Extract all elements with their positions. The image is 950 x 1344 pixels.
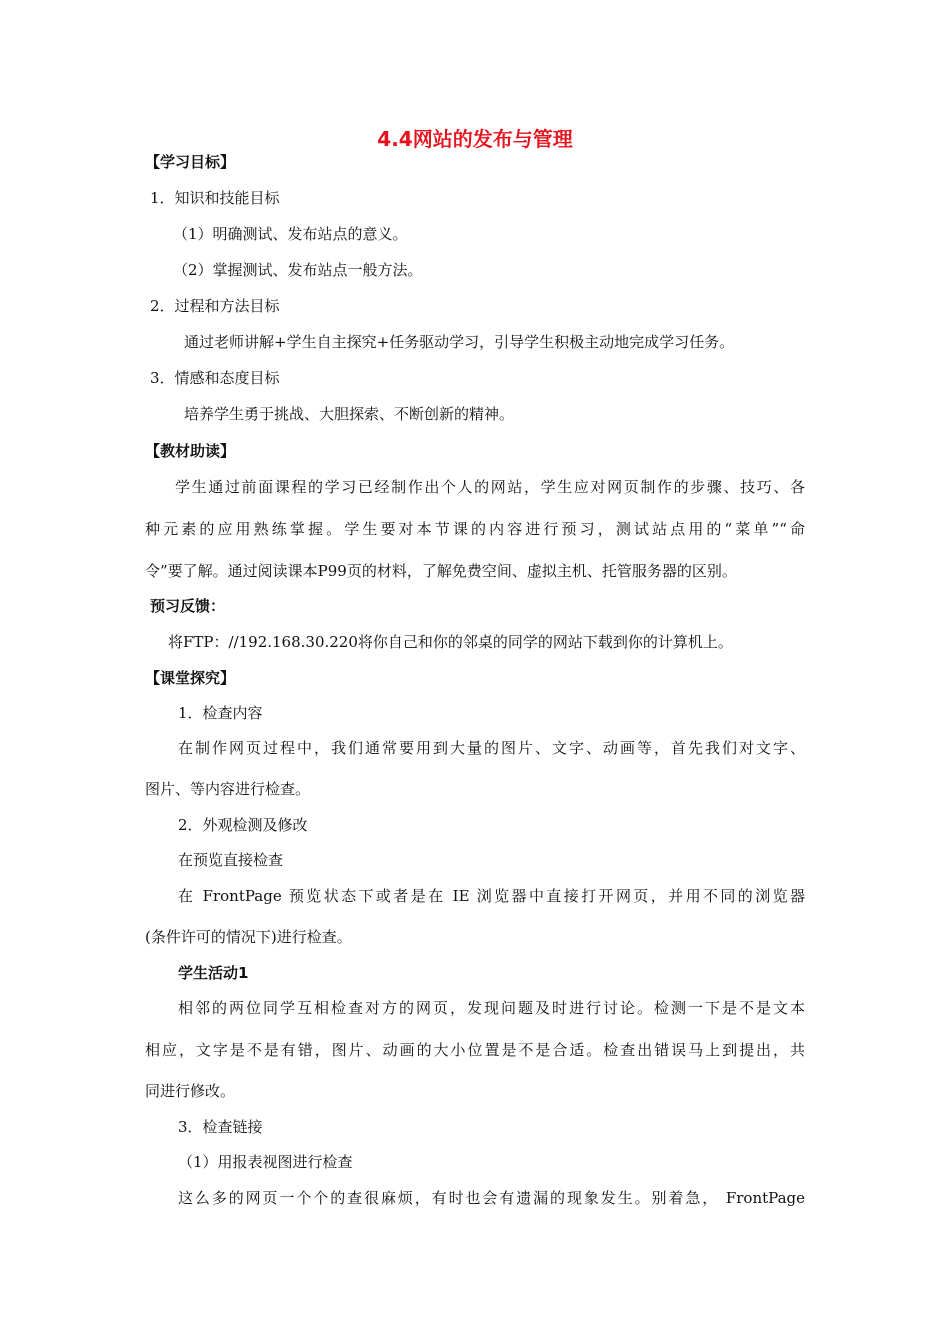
objective-1-item-a: （1）明确测试、发布站点的意义。	[173, 225, 408, 243]
student-activity-line-2: 相应，文字是不是有错，图片、动画的大小位置是不是合适。检查出错误马上到提出，共	[145, 1041, 805, 1059]
preview-feedback-heading: 预习反馈：	[150, 597, 226, 615]
inquiry-3-line-1: 这么多的网页一个个的查很麻烦，有时也会有遗漏的现象发生。别着急， FrontPage	[178, 1189, 805, 1207]
student-activity-heading: 学生活动1	[178, 964, 249, 982]
inquiry-2-heading: 2．外观检测及修改	[178, 816, 308, 834]
inquiry-1-line-1: 在制作网页过程中，我们通常要用到大量的图片、文字、动画等，首先我们对文字、	[178, 739, 805, 757]
reading-paragraph-line-2: 种元素的应用熟练掌握。学生要对本节课的内容进行预习，测试站点用的“菜单”“命	[145, 520, 805, 538]
document-title: 4.4网站的发布与管理	[377, 127, 573, 151]
student-activity-line-3: 同进行修改。	[145, 1082, 236, 1100]
inquiry-1-line-2: 图片、等内容进行检查。	[145, 780, 311, 798]
inquiry-3-item-a: （1）用报表视图进行检查	[178, 1153, 353, 1171]
objective-2-heading: 2．过程和方法目标	[150, 297, 280, 315]
inquiry-3-heading: 3．检查链接	[178, 1118, 263, 1136]
inquiry-2-line-1: 在 FrontPage 预览状态下或者是在 IE 浏览器中直接打开网页，并用不同的浏览器	[178, 887, 805, 905]
section-heading-reading: 【教材助读】	[145, 442, 236, 460]
objective-1-heading: 1．知识和技能目标	[150, 189, 280, 207]
section-heading-objectives: 【学习目标】	[145, 153, 236, 171]
inquiry-2-line-2: (条件许可的情况下)进行检查。	[145, 928, 352, 946]
preview-feedback-text: 将FTP：//192.168.30.220将你自己和你的邻桌的同学的网站下载到你的计算机上。	[168, 633, 733, 651]
student-activity-line-1: 相邻的两位同学互相检查对方的网页，发现问题及时进行讨论。检测一下是不是文本	[178, 999, 805, 1017]
reading-paragraph-line-3: 令”要了解。通过阅读课本P99页的材料，了解免费空间、虚拟主机、托管服务器的区别。	[145, 562, 737, 580]
inquiry-2-subheading: 在预览直接检查	[178, 851, 284, 869]
objective-3-text: 培养学生勇于挑战、大胆探索、不断创新的精神。	[184, 405, 515, 423]
section-heading-class-inquiry: 【课堂探究】	[145, 669, 236, 687]
objective-3-heading: 3．情感和态度目标	[150, 369, 280, 387]
objective-2-text: 通过老师讲解+学生自主探究+任务驱动学习，引导学生积极主动地完成学习任务。	[184, 333, 735, 351]
objective-1-item-b: （2）掌握测试、发布站点一般方法。	[173, 261, 423, 279]
inquiry-1-heading: 1．检查内容	[178, 704, 263, 722]
reading-paragraph-line-1: 学生通过前面课程的学习已经制作出个人的网站，学生应对网页制作的步骤、技巧、各	[175, 478, 805, 496]
